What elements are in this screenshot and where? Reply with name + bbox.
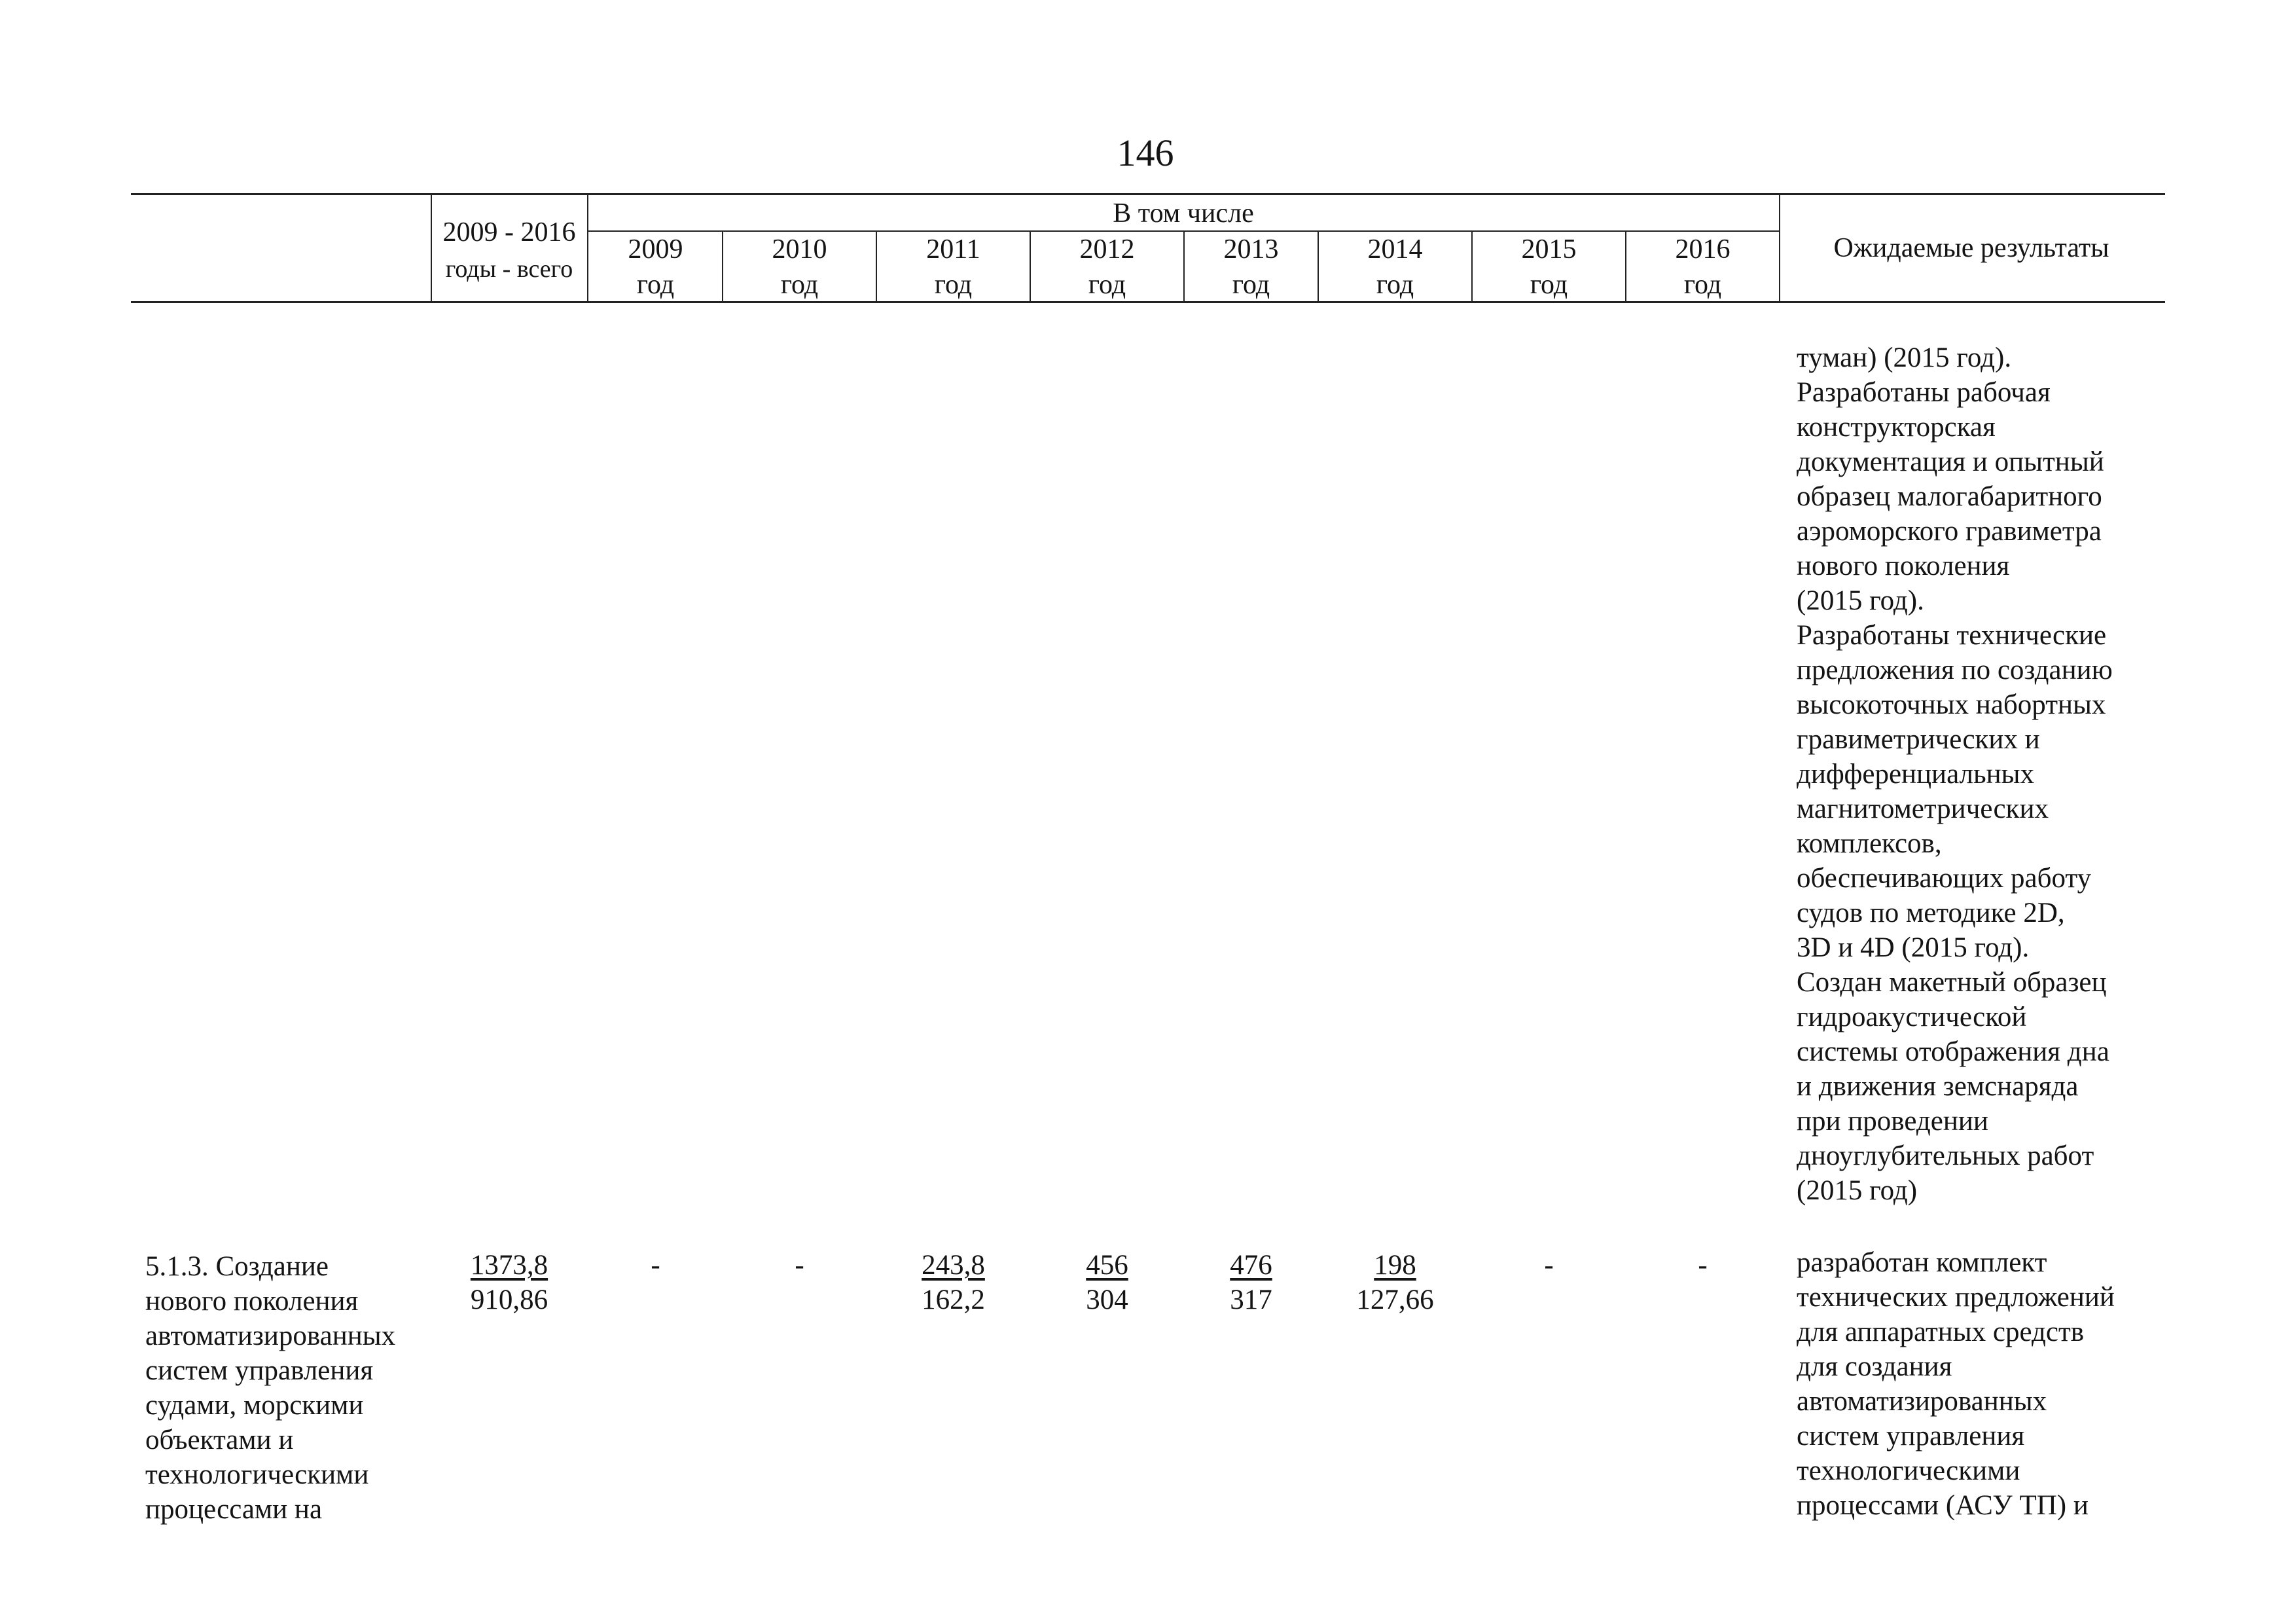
year-header-2016: 2016 xyxy=(1675,234,1731,264)
row-value-2013-top: 476 xyxy=(1230,1250,1272,1281)
year-suffix-2010: год xyxy=(780,270,819,300)
result-line: туман) (2015 год). xyxy=(1797,342,2012,373)
result-line: разработан комплект xyxy=(1797,1247,2047,1278)
row-total xyxy=(433,1248,585,1317)
row-name-line: процессами на xyxy=(145,1494,323,1525)
result-line: Разработаны рабочая xyxy=(1797,377,2051,408)
row-name-line: 5.1.3. Создание xyxy=(145,1251,329,1282)
result-line: процессами (АСУ ТП) и xyxy=(1797,1490,2089,1521)
result-line: технических предложений xyxy=(1797,1282,2115,1313)
row-value-2010 xyxy=(723,1248,876,1283)
result-line: Создан макетный образец xyxy=(1797,967,2107,998)
row-value-2016 xyxy=(1626,1248,1779,1283)
result-line: обеспечивающих работу xyxy=(1797,863,2092,894)
row-value-2011 xyxy=(877,1248,1030,1317)
year-header-2014: 2014 xyxy=(1367,234,1423,264)
year-suffix-2013: год xyxy=(1232,270,1270,300)
row-value-2012 xyxy=(1031,1248,1183,1317)
result-line: и движения земснаряда xyxy=(1797,1071,2079,1102)
result-line: дифференциальных xyxy=(1797,759,2035,790)
result-line: высокоточных набортных xyxy=(1797,689,2106,720)
row-total-bottom: 910,86 xyxy=(470,1285,548,1315)
continuation-results xyxy=(1797,340,2113,1208)
year-header-2012: 2012 xyxy=(1079,234,1135,264)
year-header-2011: 2011 xyxy=(926,234,980,264)
year-header-2015: 2015 xyxy=(1521,234,1577,264)
result-line: предложения по созданию xyxy=(1797,655,2113,685)
result-line: (2015 год) xyxy=(1797,1175,1918,1206)
year-header-2010: 2010 xyxy=(772,234,827,264)
row-name-line: технологическими xyxy=(145,1459,369,1490)
row-value-2009-top: - xyxy=(651,1250,660,1281)
year-suffix-2009: год xyxy=(636,270,675,300)
row-value-2012-bottom: 304 xyxy=(1086,1285,1128,1315)
result-line: 3D и 4D (2015 год). xyxy=(1797,932,2030,963)
result-line: магнитометрических xyxy=(1797,793,2049,824)
row-value-2014-top: 198 xyxy=(1374,1250,1416,1281)
page-number: 146 xyxy=(1117,132,1174,174)
row-value-2016-top: - xyxy=(1698,1250,1708,1281)
row-value-2015 xyxy=(1473,1248,1625,1283)
row-value-2009 xyxy=(589,1248,722,1283)
result-line: конструкторская xyxy=(1797,412,1996,443)
row-name xyxy=(145,1249,395,1527)
result-line: комплексов, xyxy=(1797,828,1942,859)
row-name-line: систем управления xyxy=(145,1355,374,1386)
row-value-2012-top: 456 xyxy=(1086,1250,1128,1281)
year-suffix-2016: год xyxy=(1683,270,1722,300)
row-value-2015-top: - xyxy=(1544,1250,1554,1281)
result-line: нового поколения xyxy=(1797,551,2010,581)
result-line: дноуглубительных работ xyxy=(1797,1140,2094,1171)
result-line: при проведении xyxy=(1797,1106,1988,1137)
year-suffix-2011: год xyxy=(934,270,973,300)
row-value-2011-bottom: 162,2 xyxy=(922,1285,985,1315)
row-value-2011-top: 243,8 xyxy=(922,1250,985,1281)
header-vline-2 xyxy=(587,194,588,302)
row-results xyxy=(1797,1245,2115,1523)
row-value-2014 xyxy=(1319,1248,1471,1317)
result-line: систем управления xyxy=(1797,1421,2025,1451)
year-suffix-2014: год xyxy=(1376,270,1414,300)
row-value-2013-bottom: 317 xyxy=(1230,1285,1272,1315)
header-vline-10 xyxy=(1779,194,1780,302)
row-value-2013 xyxy=(1185,1248,1318,1317)
results-header: Ожидаемые результаты xyxy=(1833,233,2109,263)
result-line: для аппаратных средств xyxy=(1797,1317,2085,1347)
row-name-line: судами, морскими xyxy=(145,1390,364,1421)
result-line: документация и опытный xyxy=(1797,447,2104,477)
year-header-2009: 2009 xyxy=(628,234,683,264)
result-line: судов по методике 2D, xyxy=(1797,898,2065,928)
group-header: В том числе xyxy=(1113,198,1254,228)
row-name-line: нового поколения xyxy=(145,1286,359,1317)
row-value-2010-top: - xyxy=(795,1250,804,1281)
result-line: для создания xyxy=(1797,1351,1952,1382)
result-line: (2015 год). xyxy=(1797,585,1924,616)
year-header-2013: 2013 xyxy=(1223,234,1279,264)
result-line: гидроакустической xyxy=(1797,1002,2027,1032)
result-line: Разработаны технические xyxy=(1797,620,2107,651)
result-line: системы отображения дна xyxy=(1797,1036,2109,1067)
result-line: гравиметрических и xyxy=(1797,724,2040,755)
row-name-line: автоматизированных xyxy=(145,1321,396,1351)
header-bottom-border xyxy=(131,301,2165,303)
year-suffix-2012: год xyxy=(1088,270,1126,300)
row-value-2014-bottom: 127,66 xyxy=(1356,1285,1434,1315)
header-top-border xyxy=(131,193,2165,195)
year-suffix-2015: год xyxy=(1530,270,1568,300)
result-line: образец малогабаритного xyxy=(1797,481,2102,512)
result-line: автоматизированных xyxy=(1797,1386,2047,1417)
total-header-line1: 2009 - 2016 xyxy=(442,217,576,247)
row-total-top: 1373,8 xyxy=(470,1250,548,1281)
result-line: технологическими xyxy=(1797,1455,2020,1486)
result-line: аэроморского гравиметра xyxy=(1797,516,2102,547)
total-header-line2: годы - всего xyxy=(445,255,573,283)
header-vline-1 xyxy=(431,194,432,302)
row-name-line: объектами и xyxy=(145,1425,294,1455)
